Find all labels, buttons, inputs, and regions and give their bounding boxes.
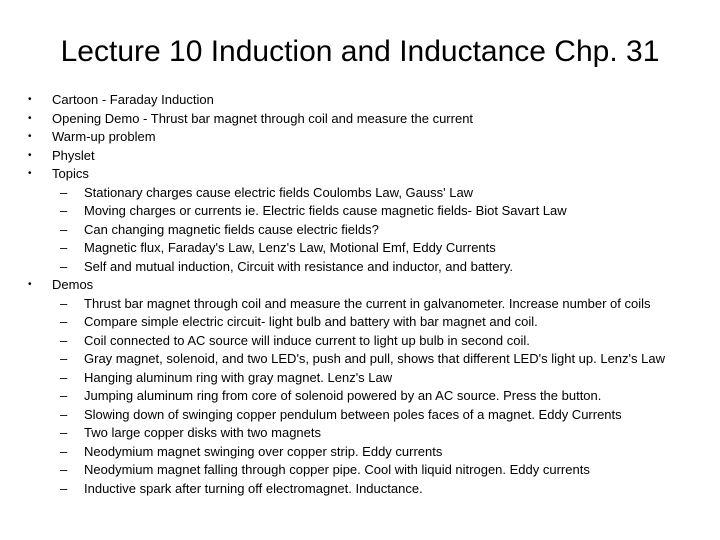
demo-item — [28, 295, 718, 314]
demo-text: Inductive spark after turning off electromagnet. Inductance. — [84, 480, 423, 496]
topic-item — [28, 239, 718, 258]
dash-icon: – — [60, 314, 68, 329]
bullet-text: Opening Demo - Thrust bar magnet through coil and measure the current — [52, 110, 474, 126]
demo-text: Two large copper disks with two magnets — [84, 425, 321, 440]
topic-item — [28, 202, 718, 221]
dash-icon: – — [60, 332, 68, 348]
slide-title: Lecture 10 Induction and Inductance Chp. 31 — [60, 35, 660, 68]
topic-text: Moving charges or currents ie. Electric fields cause magnetic fields- Biot Savart Law — [84, 203, 567, 218]
demo-text: Coil connected to AC source will induce current to light up bulb in second coil. — [84, 332, 530, 348]
demo-item — [28, 350, 718, 369]
bullet-icon: • — [28, 94, 32, 105]
topic-text: Magnetic flux, Faraday's Law, Lenz's Law, Motional Emf, Eddy Currents — [84, 240, 496, 255]
topic-item — [28, 184, 718, 203]
topics-list — [28, 184, 718, 277]
demo-item — [28, 406, 718, 425]
bullet-item-demos — [28, 276, 718, 295]
slide-content — [28, 91, 718, 498]
dash-icon: – — [60, 221, 68, 237]
topic-item — [28, 221, 718, 240]
demo-item — [28, 424, 718, 443]
bullet-text: Demos — [52, 277, 94, 292]
demo-item — [28, 369, 718, 388]
bullet-icon: • — [28, 279, 32, 290]
dash-icon: – — [60, 369, 68, 385]
dash-icon: – — [60, 351, 68, 366]
bullet-text: Cartoon - Faraday Induction — [52, 92, 214, 107]
bullet-item — [28, 147, 718, 166]
demo-item — [28, 313, 718, 332]
bullet-item — [28, 91, 718, 110]
bullet-list — [28, 91, 718, 184]
dash-icon: – — [60, 462, 68, 477]
demo-item — [28, 461, 718, 480]
dash-icon: – — [60, 240, 68, 255]
dash-icon: – — [60, 203, 68, 218]
dash-icon: – — [60, 258, 68, 274]
demo-text: Slowing down of swinging copper pendulum between poles faces of a magnet. Eddy Currents — [84, 406, 622, 422]
demo-item — [28, 332, 718, 351]
dash-icon: – — [60, 480, 68, 496]
demo-text: Neodymium magnet falling through copper pipe. Cool with liquid nitrogen. Eddy currents — [84, 462, 590, 477]
bullet-icon: • — [28, 168, 32, 179]
demos-list — [28, 295, 718, 499]
demo-text: Neodymium magnet swinging over copper strip. Eddy currents — [84, 443, 443, 459]
topic-text: Can changing magnetic fields cause electric fields? — [84, 221, 379, 237]
bullet-item — [28, 110, 718, 129]
dash-icon: – — [60, 425, 68, 440]
bullet-item-topics — [28, 165, 718, 184]
topic-text: Self and mutual induction, Circuit with resistance and inductor, and battery. — [84, 258, 513, 274]
bullet-item — [28, 128, 718, 147]
demo-text: Compare simple electric circuit- light bulb and battery with bar magnet and coil. — [84, 314, 538, 329]
demo-text: Hanging aluminum ring with gray magnet. Lenz's Law — [84, 369, 393, 385]
bullet-list-demos — [28, 276, 718, 295]
bullet-text: Warm-up problem — [52, 129, 156, 144]
bullet-icon: • — [28, 149, 32, 161]
dash-icon: – — [60, 295, 68, 311]
dash-icon: – — [60, 184, 68, 200]
dash-icon: – — [60, 388, 68, 403]
bullet-icon: • — [28, 112, 32, 124]
demo-text: Thrust bar magnet through coil and measure the current in galvanometer. Increase number of coils — [84, 295, 651, 311]
demo-item — [28, 443, 718, 462]
demo-text: Jumping aluminum ring from core of solenoid powered by an AC source. Press the button. — [84, 388, 602, 403]
demo-text: Gray magnet, solenoid, and two LED's, push and pull, shows that different LED's light up. Lenz's Law — [84, 351, 665, 366]
bullet-text: Topics — [52, 166, 89, 181]
bullet-icon: • — [28, 131, 32, 142]
demo-item — [28, 480, 718, 499]
bullet-text: Physlet — [52, 147, 95, 163]
topic-text: Stationary charges cause electric fields Coulombs Law, Gauss' Law — [84, 184, 474, 200]
dash-icon: – — [60, 406, 68, 422]
demo-item — [28, 387, 718, 406]
dash-icon: – — [60, 443, 68, 459]
topic-item — [28, 258, 718, 277]
